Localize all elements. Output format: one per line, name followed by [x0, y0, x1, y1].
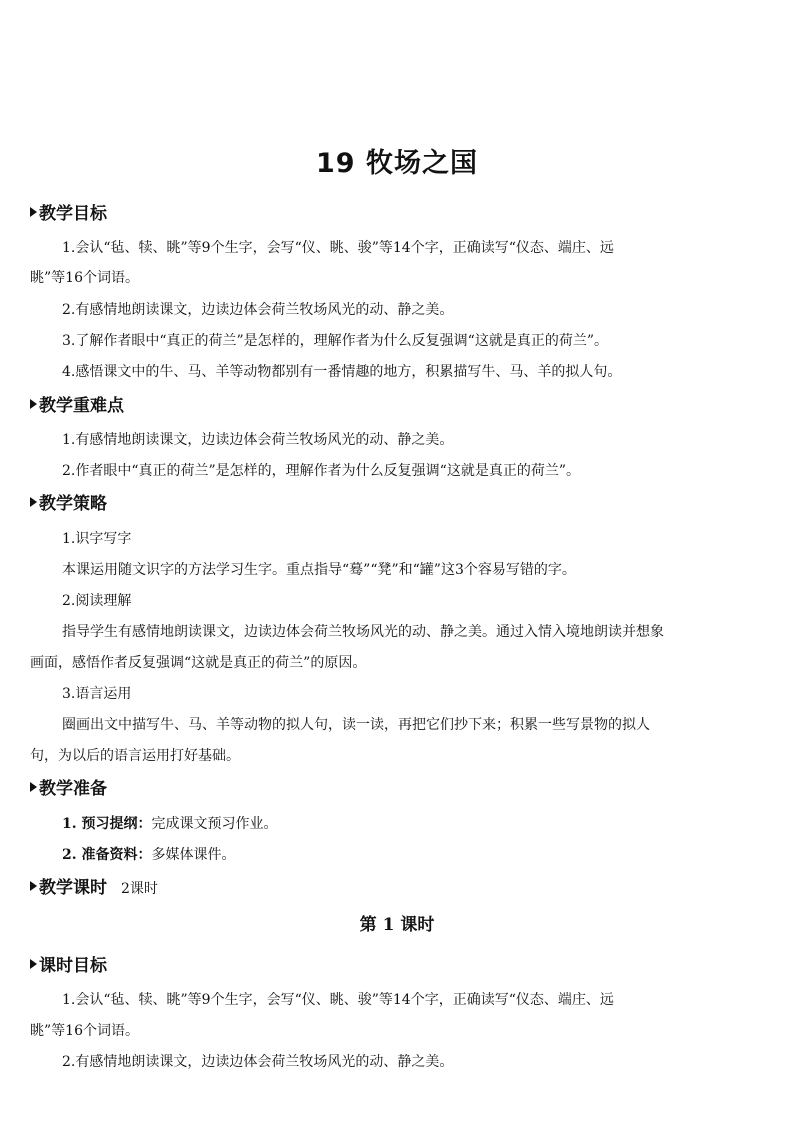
- section-heading-goals: [30, 203, 107, 225]
- heading-text: 教学课时: [39, 878, 107, 898]
- heading-text: 教学策略: [39, 494, 107, 514]
- strategy-text-1: 本课运用随文识字的方法学习生字。重点指导“蓦”“凳”和“罐”这3个容易写错的字。: [62, 562, 576, 578]
- section-heading-strategy: [30, 493, 107, 515]
- triangle-bullet-icon: [30, 399, 37, 409]
- section-heading-lesson-goals: [30, 955, 107, 977]
- strategy-text-3-cont: 句，为以后的语言运用打好基础。: [30, 748, 240, 764]
- prep-text: 多媒体课件。: [151, 847, 236, 863]
- strategy-text-3: 圈画出文中描写牛、马、羊等动物的拟人句，读一读，再把它们抄下来；积累一些写景物的拟人: [62, 717, 650, 733]
- hours-value: 2课时: [121, 881, 158, 897]
- prep-text: 完成课文预习作业。: [151, 816, 278, 832]
- strategy-text-2-cont: 画面，感悟作者反复强调“这就是真正的荷兰”的原因。: [30, 655, 367, 671]
- goal-item-1: 1.会认“毡、犊、眺”等9个生字，会写“仪、眺、骏”等14个字，正确读写“仪态、端庄、远: [62, 240, 614, 256]
- section-heading-hours: [30, 877, 158, 900]
- goal-item-4: 4.感悟课文中的牛、马、羊等动物都别有一番情趣的地方，积累描写牛、马、羊的拟人句。: [62, 364, 622, 380]
- triangle-bullet-icon: [30, 959, 37, 969]
- heading-text: 教学目标: [39, 204, 107, 224]
- section-heading-key-points: [30, 395, 124, 417]
- heading-text: 教学重难点: [39, 396, 124, 416]
- prep-label: 2. 准备资料：: [62, 847, 152, 863]
- lesson-goal-item-1-cont: 眺”等16个词语。: [30, 1023, 139, 1039]
- strategy-subheading-1: 1.识字写字: [62, 531, 132, 547]
- lesson-goal-item-1: 1.会认“毡、犊、眺”等9个生字，会写“仪、眺、骏”等14个字，正确读写“仪态、端庄、远: [62, 992, 614, 1008]
- key-item-1: 1.有感情地朗读课文，边读边体会荷兰牧场风光的动、静之美。: [62, 432, 454, 448]
- lesson-title: 第 1 课时: [359, 915, 435, 935]
- triangle-bullet-icon: [30, 782, 37, 792]
- section-heading-preparation: [30, 778, 107, 800]
- strategy-subheading-3: 3.语言运用: [62, 686, 132, 702]
- prep-item-2: [62, 845, 236, 865]
- goal-item-2: 2.有感情地朗读课文，边读边体会荷兰牧场风光的动、静之美。: [62, 302, 454, 318]
- heading-text: 教学准备: [39, 779, 107, 799]
- key-item-2: 2.作者眼中“真正的荷兰”是怎样的，理解作者为什么反复强调“这就是真正的荷兰”。: [62, 463, 580, 479]
- goal-item-1-cont: 眺”等16个词语。: [30, 270, 139, 286]
- triangle-bullet-icon: [30, 497, 37, 507]
- lesson-goal-item-2: 2.有感情地朗读课文，边读边体会荷兰牧场风光的动、静之美。: [62, 1054, 454, 1070]
- heading-text: 课时目标: [39, 956, 107, 976]
- strategy-subheading-2: 2.阅读理解: [62, 593, 132, 609]
- strategy-text-2: 指导学生有感情地朗读课文，边读边体会荷兰牧场风光的动、静之美。通过入情入境地朗读并想象: [62, 624, 664, 640]
- prep-label: 1. 预习提纲：: [62, 816, 152, 832]
- page-title: 19 牧场之国: [316, 148, 478, 179]
- triangle-bullet-icon: [30, 207, 37, 217]
- prep-item-1: [62, 814, 278, 834]
- triangle-bullet-icon: [30, 881, 37, 891]
- goal-item-3: 3.了解作者眼中“真正的荷兰”是怎样的，理解作者为什么反复强调“这就是真正的荷兰”。: [62, 333, 608, 349]
